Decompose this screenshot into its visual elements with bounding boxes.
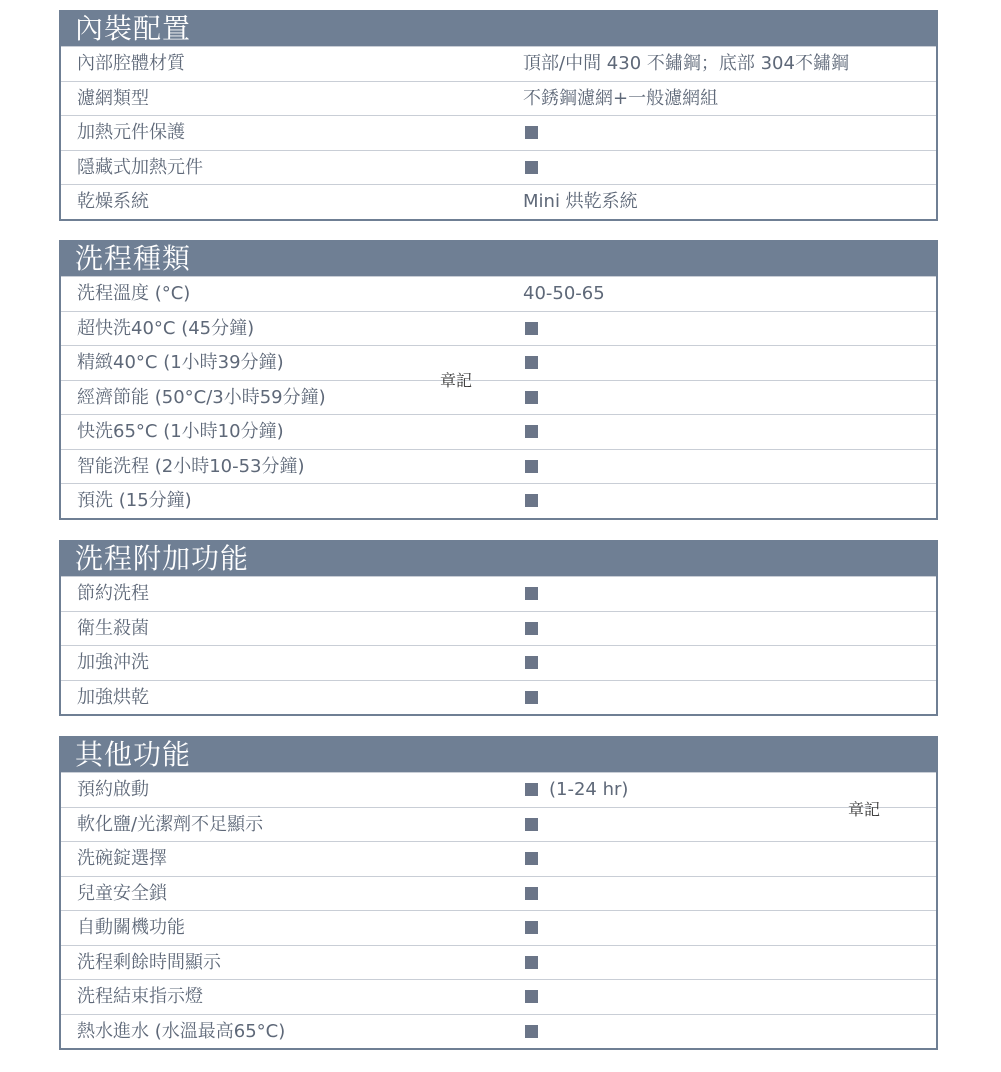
table-row: [61, 772, 936, 807]
check-square-icon: [525, 921, 538, 934]
row-label: 兒童安全鎖: [77, 882, 167, 904]
row-label: 洗程溫度 (°C): [77, 283, 191, 304]
row-label: 精緻40°C (1小時39分鐘): [77, 352, 284, 373]
table-row: [61, 945, 936, 980]
table-row: [61, 841, 936, 876]
table-row: [61, 115, 936, 150]
check-square-icon: [525, 425, 538, 438]
row-label: 快洗65°C (1小時10分鐘): [77, 421, 284, 442]
table-row: [61, 345, 936, 380]
row-value: Mini 烘乾系統: [523, 191, 638, 212]
check-square-icon: [525, 587, 538, 600]
table-row: [61, 483, 936, 518]
watermark-text: 章記: [848, 800, 881, 819]
table-row: [61, 979, 936, 1014]
check-square-icon: [525, 1025, 538, 1038]
section-title: 洗程附加功能: [61, 542, 936, 576]
row-label: 預洗 (15分鐘): [77, 490, 192, 511]
row-label: 智能洗程 (2小時10-53分鐘): [77, 455, 305, 477]
check-square-icon: [525, 494, 538, 507]
table-row: [61, 1014, 936, 1049]
row-label: 濾網類型: [77, 87, 149, 109]
row-label: 超快洗40°C (45分鐘): [77, 317, 255, 339]
section-extra-functions: [59, 540, 938, 716]
row-value: 頂部/中間 430 不鏽鋼；底部 304不鏽鋼: [523, 53, 849, 74]
table-row: [61, 807, 936, 842]
row-label: 洗碗錠選擇: [77, 848, 167, 869]
row-label: 熱水進水 (水溫最高65°C): [77, 1020, 286, 1042]
table-row: [61, 449, 936, 484]
table-row: [61, 645, 936, 680]
table-row: [61, 81, 936, 116]
row-note: (1-24 hr): [549, 779, 629, 800]
row-label: 洗程剩餘時間顯示: [77, 951, 221, 973]
check-square-icon: [525, 887, 538, 900]
row-label: 乾燥系統: [77, 191, 149, 212]
check-square-icon: [525, 356, 538, 369]
table-row: [61, 680, 936, 715]
section-interior: [59, 10, 938, 221]
section-title: 內裝配置: [61, 12, 936, 46]
table-row: [61, 150, 936, 185]
row-label: 預約啟動: [77, 779, 149, 800]
check-square-icon: [525, 691, 538, 704]
check-square-icon: [525, 322, 538, 335]
row-label: 內部腔體材質: [77, 53, 185, 74]
table-row: [61, 611, 936, 646]
row-label: 節約洗程: [77, 583, 149, 604]
check-square-icon: [525, 990, 538, 1003]
row-label: 自動關機功能: [77, 917, 185, 938]
row-label: 軟化鹽/光潔劑不足顯示: [77, 813, 264, 835]
check-square-icon: [525, 818, 538, 831]
table-row: [61, 311, 936, 346]
section-title: 洗程種類: [61, 242, 936, 276]
table-row: [61, 46, 936, 81]
table-row: [61, 910, 936, 945]
section-wash-programs: [59, 240, 938, 520]
watermark-text: 章記: [440, 371, 473, 390]
row-label: 經濟節能 (50°C/3小時59分鐘): [77, 386, 326, 408]
table-row: [61, 414, 936, 449]
table-row: [61, 184, 936, 219]
row-label: 隱藏式加熱元件: [77, 156, 203, 178]
section-title: 其他功能: [61, 738, 936, 772]
row-label: 加熱元件保護: [77, 122, 185, 143]
check-square-icon: [525, 956, 538, 969]
row-label: 洗程結束指示燈: [77, 986, 203, 1007]
check-square-icon: [525, 622, 538, 635]
table-row: [61, 576, 936, 611]
row-label: 加強烘乾: [77, 686, 149, 708]
check-square-icon: [525, 460, 538, 473]
table-row: [61, 380, 936, 415]
check-square-icon: [525, 126, 538, 139]
table-row: [61, 876, 936, 911]
check-square-icon: [525, 852, 538, 865]
check-square-icon: [525, 783, 538, 796]
row-label: 衛生殺菌: [77, 617, 149, 639]
table-row: [61, 276, 936, 311]
check-square-icon: [525, 656, 538, 669]
row-value: 40-50-65: [523, 283, 605, 304]
row-value: 不銹鋼濾網+一般濾網組: [523, 87, 719, 109]
section-other-functions: [59, 736, 938, 1050]
row-label: 加強沖洗: [77, 652, 149, 673]
check-square-icon: [525, 161, 538, 174]
check-square-icon: [525, 391, 538, 404]
